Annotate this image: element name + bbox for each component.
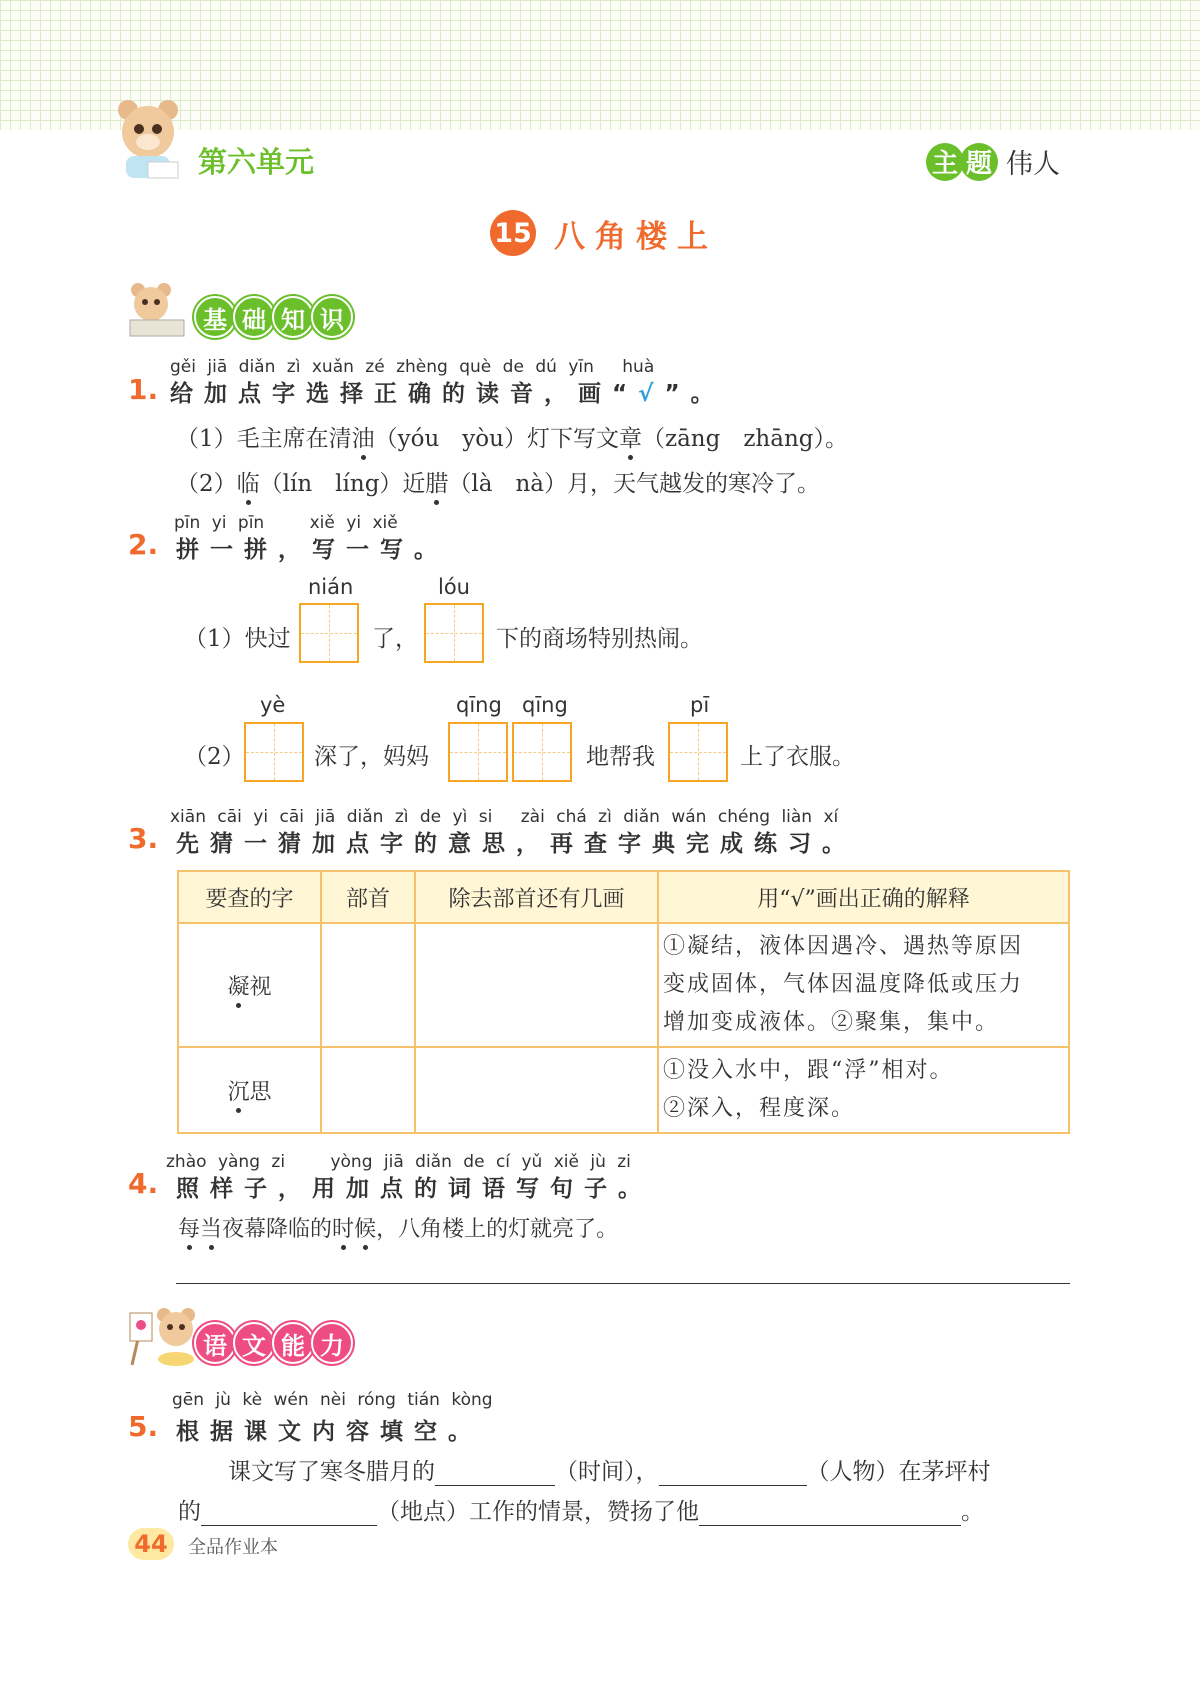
q2-row1-mid: 了， bbox=[372, 626, 418, 652]
pinyin-hint: qīng bbox=[522, 693, 568, 717]
pinyin-hint: nián bbox=[308, 575, 354, 599]
radical-cell[interactable] bbox=[321, 1047, 415, 1133]
table-header: 用“√”画出正确的解释 bbox=[658, 871, 1069, 923]
blank-person[interactable] bbox=[659, 1459, 807, 1486]
dictionary-table bbox=[177, 870, 1070, 1134]
section-char: 知 bbox=[272, 296, 314, 338]
question-text: 先猜一猜加点字的意思，再查字典完成练习。 bbox=[176, 831, 856, 857]
table-header-row bbox=[178, 871, 1069, 923]
bear-painter-icon bbox=[126, 1305, 196, 1367]
answer-box[interactable] bbox=[668, 722, 728, 782]
blank-time[interactable] bbox=[435, 1459, 555, 1486]
q2-row1-tail: 下的商场特别热闹。 bbox=[496, 626, 703, 652]
pinyin-hint: pī bbox=[690, 693, 710, 717]
question-text: 给加点字选择正确的读音，画“√”。 bbox=[170, 381, 725, 407]
section-char: 能 bbox=[272, 1322, 314, 1364]
pinyin-hint: lóu bbox=[438, 575, 470, 599]
theme-label bbox=[926, 142, 1060, 181]
bear-study-icon bbox=[122, 280, 192, 340]
table-header: 要查的字 bbox=[178, 871, 321, 923]
q5-line-1: 课文写了寒冬腊月的 （时间）， （人物）在茅坪村 bbox=[228, 1459, 991, 1485]
question-number: 2. bbox=[128, 528, 159, 561]
answer-box[interactable] bbox=[424, 603, 484, 663]
question-number: 1. bbox=[128, 373, 159, 406]
lookup-word: 沉思 bbox=[178, 1047, 321, 1133]
radical-cell[interactable] bbox=[321, 923, 415, 1047]
pinyin-hint: yè bbox=[260, 693, 286, 717]
bear-mascot-icon bbox=[108, 96, 188, 182]
blank-praise[interactable] bbox=[699, 1499, 961, 1526]
table-header: 部首 bbox=[321, 871, 415, 923]
q2-row1-label: （1）快过 bbox=[184, 626, 291, 652]
lesson-title: 八角楼上 bbox=[554, 218, 718, 255]
stroke-count-cell[interactable] bbox=[415, 1047, 658, 1133]
definition-cell[interactable]: ①没入水中，跟“浮”相对。 ②深入，程度深。 bbox=[658, 1047, 1069, 1133]
example-sentence: 每当夜幕降临的时候，八角楼上的灯就亮了。 bbox=[178, 1217, 619, 1242]
q5-line-2: 的 （地点）工作的情景，赞扬了他 。 bbox=[178, 1499, 984, 1525]
theme-char: 题 bbox=[960, 143, 998, 181]
question-pinyin: gěi jiā diǎn zì xuǎn zé zhèng què de dú yīn huà bbox=[170, 357, 655, 377]
q2-row2-tail: 上了衣服。 bbox=[740, 744, 855, 770]
section-char: 基 bbox=[194, 296, 236, 338]
q2-row2-mid1: 深了，妈妈 bbox=[314, 744, 429, 770]
blank-place[interactable] bbox=[201, 1499, 377, 1526]
question-number: 5. bbox=[128, 1410, 159, 1443]
q1-line-2: （2）临（lín líng）近腊（là nà）月，天气越发的寒冷了。 bbox=[176, 471, 821, 497]
question-text: 拼一拼，写一写。 bbox=[176, 537, 448, 563]
table-header: 除去部首还有几画 bbox=[415, 871, 658, 923]
section-char: 力 bbox=[311, 1322, 353, 1364]
answer-box[interactable] bbox=[299, 603, 359, 663]
answer-box[interactable] bbox=[244, 722, 304, 782]
question-pinyin: pīn yi pīn xiě yi xiě bbox=[174, 513, 398, 533]
answer-line[interactable] bbox=[176, 1283, 1070, 1284]
lookup-word: 凝视 bbox=[178, 923, 321, 1047]
section-char: 础 bbox=[233, 296, 275, 338]
page-number: 44 bbox=[128, 1528, 174, 1560]
question-pinyin: gēn jù kè wén nèi róng tián kòng bbox=[172, 1390, 493, 1410]
stroke-count-cell[interactable] bbox=[415, 923, 658, 1047]
book-name: 全品作业本 bbox=[188, 1537, 278, 1558]
question-number: 4. bbox=[128, 1167, 159, 1200]
theme-pill bbox=[926, 143, 994, 181]
question-text: 照样子，用加点的词语写句子。 bbox=[176, 1176, 652, 1202]
definition-cell[interactable]: ①凝结，液体因遇冷、遇热等原因 变成固体，气体因温度降低或压力 增加变成液体。②聚集，集中。 bbox=[658, 923, 1069, 1047]
section-language-ability bbox=[194, 1322, 350, 1364]
section-char: 文 bbox=[233, 1322, 275, 1364]
q2-row2-label: （2） bbox=[184, 744, 245, 770]
q1-line-1: （1）毛主席在清油（yóu yòu）灯下写文章（zāng zhāng）。 bbox=[176, 426, 848, 452]
answer-box[interactable] bbox=[512, 722, 572, 782]
section-char: 语 bbox=[194, 1322, 236, 1364]
question-text: 根据课文内容填空。 bbox=[176, 1419, 482, 1445]
table-row bbox=[178, 923, 1069, 1047]
section-basic-knowledge bbox=[194, 296, 350, 338]
lesson-number: 15 bbox=[490, 210, 536, 256]
answer-box[interactable] bbox=[448, 722, 508, 782]
table-row bbox=[178, 1047, 1069, 1133]
question-pinyin: xiān cāi yi cāi jiā diǎn zì de yì si zài chá zì diǎn wán chéng liàn xí bbox=[170, 807, 839, 827]
unit-title: 第六单元 bbox=[198, 145, 315, 179]
pinyin-hint: qīng bbox=[456, 693, 502, 717]
theme-value: 伟人 bbox=[1006, 149, 1060, 180]
question-pinyin: zhào yàng zi yòng jiā diǎn de cí yǔ xiě jù zi bbox=[166, 1152, 631, 1172]
question-number: 3. bbox=[128, 822, 159, 855]
q2-row2-mid2: 地帮我 bbox=[586, 744, 655, 770]
section-char: 识 bbox=[311, 296, 353, 338]
lesson-heading bbox=[490, 210, 718, 256]
theme-char: 主 bbox=[926, 143, 964, 181]
